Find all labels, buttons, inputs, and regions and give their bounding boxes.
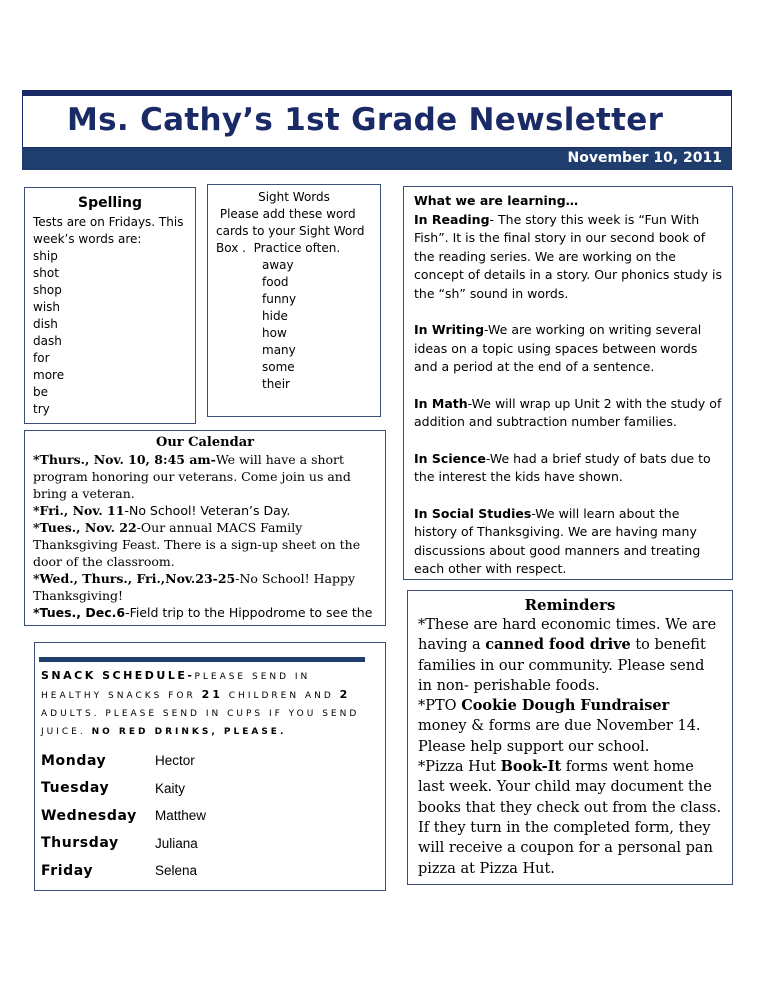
writing-label: In Writing xyxy=(414,322,485,337)
table-row xyxy=(41,857,206,885)
reminder-highlight: Cookie Dough Fundraiser xyxy=(461,697,670,715)
science-label: In Science xyxy=(414,450,486,466)
snack-day: Wednesday xyxy=(41,807,137,824)
reminders-title: Reminders xyxy=(524,596,616,614)
snack-children-count: 21 xyxy=(201,688,223,701)
reminder-highlight: canned food drive xyxy=(485,636,631,654)
learning-science xyxy=(414,450,722,487)
snack-day: Tuesday xyxy=(41,780,110,797)
sight-word: away xyxy=(262,258,294,272)
reading-text: - The story this week is “Fun With Fish”. It is the final story in our second book of the reading series. We are working on the concept of details in a story. Our phonics study is the “sh” sound in words. xyxy=(414,211,722,301)
spelling-word: shop xyxy=(33,283,62,297)
table-row xyxy=(41,747,206,775)
spelling-word: try xyxy=(33,402,50,416)
snack-text: PLEASE SEND IN HEALTHY SNACKS FOR xyxy=(41,672,311,701)
sight-words-box xyxy=(207,184,381,417)
snack-adults-count: 2 xyxy=(339,688,351,701)
sight-word: funny xyxy=(262,292,297,306)
reminder-item xyxy=(418,615,722,696)
reminder-text: forms went home last week. Your child may document the books that they check out from the class. If they turn in the completed form, they will receive a coupon for a personal pan pizza at Pizza Hut. xyxy=(418,759,722,877)
event-text: -Our annual MACS Family Thanksgiving Feast. There is a sign-up sheet on the door of the classroom. xyxy=(33,520,361,569)
math-text: -We will wrap up Unit 2 with the study of addition and subtraction number families. xyxy=(414,395,722,429)
snack-divider xyxy=(39,657,365,662)
sight-words-title: Sight Words xyxy=(258,190,330,204)
sight-word: many xyxy=(262,343,296,357)
reminder-text: *PTO xyxy=(418,698,462,715)
event-label: *Wed., Thurs., Fri.,Nov.23-25 xyxy=(33,571,236,586)
sight-word: how xyxy=(262,326,287,340)
writing-text: -We are working on writing several ideas on a topic using spaces between words and a period at the end of a sentence. xyxy=(414,322,702,374)
event-text: We will have a short program honoring our veterans. Come join us and bring a veteran. xyxy=(33,452,351,501)
reminder-text: to benefit families in our community. Please send in non- perishable foods. xyxy=(418,637,706,694)
spelling-box xyxy=(24,187,196,424)
snack-no-red-drinks: NO RED DRINKS, PLEASE. xyxy=(91,727,287,737)
calendar-event xyxy=(33,502,377,519)
learning-reading xyxy=(414,211,722,304)
sight-word: hide xyxy=(262,309,288,323)
event-label: *Tues., Nov. 22 xyxy=(33,520,137,535)
calendar-event xyxy=(33,451,377,502)
spelling-word: more xyxy=(33,368,65,382)
spelling-word: shot xyxy=(33,266,59,280)
table-row xyxy=(41,775,206,803)
spelling-word: for xyxy=(33,351,50,365)
sight-word: their xyxy=(262,377,290,391)
newsletter-header xyxy=(22,90,732,148)
table-row xyxy=(41,830,206,858)
reminder-text: money & forms are due November 14. Please help support our school. xyxy=(418,718,701,755)
spelling-word: wish xyxy=(33,300,61,314)
snack-schedule-box xyxy=(34,642,386,891)
snack-name: Kaity xyxy=(155,780,186,796)
social-label: In Social Studies xyxy=(414,505,532,521)
snack-text: ADULTS. PLEASE SEND IN CUPS IF YOU SEND JUICE. xyxy=(41,709,360,737)
event-label: *Thurs., Nov. 10, 8:45 am- xyxy=(33,452,216,467)
event-text: -Field trip to the Hippodrome to see the xyxy=(125,605,373,620)
reading-label: In Reading xyxy=(414,211,490,227)
snack-day: Thursday xyxy=(41,835,119,852)
math-label: In Math xyxy=(414,395,468,411)
spelling-title: Spelling xyxy=(78,195,142,211)
snack-title: SNACK SCHEDULE- xyxy=(41,669,195,682)
sight-words-intro: Please add these word cards to your Sight Word Box . Practice often. xyxy=(216,207,369,255)
snack-instructions xyxy=(41,667,371,741)
spelling-word: dash xyxy=(33,334,62,348)
spelling-word: dish xyxy=(33,317,58,331)
snack-table xyxy=(41,747,206,885)
snack-name: Hector xyxy=(155,753,195,769)
reminder-item xyxy=(418,696,722,757)
event-label: *Tues., Dec.6 xyxy=(33,605,126,620)
event-label: *Fri., Nov. 11 xyxy=(33,503,125,518)
reminders-box xyxy=(407,590,733,885)
calendar-event xyxy=(33,604,377,621)
social-text: -We will learn about the history of Thanksgiving. We are having many discussions about good manners and treating each other with respect. xyxy=(414,505,701,576)
science-text: -We had a brief study of bats due to the interest the kids have shown. xyxy=(414,450,711,484)
event-text: -No School! Happy Thanksgiving! xyxy=(33,571,356,603)
reminder-highlight: Book-It xyxy=(500,758,562,776)
spelling-intro: Tests are on Fridays. This week’s words are: xyxy=(33,215,184,246)
calendar-box xyxy=(24,430,386,626)
snack-name: Matthew xyxy=(155,808,207,824)
snack-name: Juliana xyxy=(155,835,198,851)
learning-social-studies xyxy=(414,505,722,579)
calendar-title: Our Calendar xyxy=(156,435,254,450)
calendar-event xyxy=(33,570,377,604)
sight-word: some xyxy=(262,360,295,374)
event-text: -No School! Veteran’s Day. xyxy=(124,503,291,518)
date-bar xyxy=(22,148,732,170)
snack-day: Monday xyxy=(41,752,107,769)
learning-box xyxy=(403,186,733,580)
newsletter-title: Ms. Cathy’s 1st Grade Newsletter xyxy=(67,102,664,138)
reminder-item xyxy=(418,757,722,879)
calendar-event xyxy=(33,519,377,570)
spelling-word: be xyxy=(33,385,48,399)
learning-math xyxy=(414,395,722,432)
learning-title: What we are learning… xyxy=(414,193,579,208)
table-row xyxy=(41,802,206,830)
reminder-text: *Pizza Hut xyxy=(418,759,501,776)
learning-writing xyxy=(414,321,722,377)
snack-text: CHILDREN AND xyxy=(222,691,340,701)
snack-name: Selena xyxy=(155,863,198,879)
sight-word: food xyxy=(262,275,289,289)
snack-day: Friday xyxy=(41,862,94,879)
spelling-word: ship xyxy=(33,249,58,263)
reminder-text: *These are hard economic times. We are having a xyxy=(418,617,717,654)
newsletter-date: November 10, 2011 xyxy=(567,150,722,166)
